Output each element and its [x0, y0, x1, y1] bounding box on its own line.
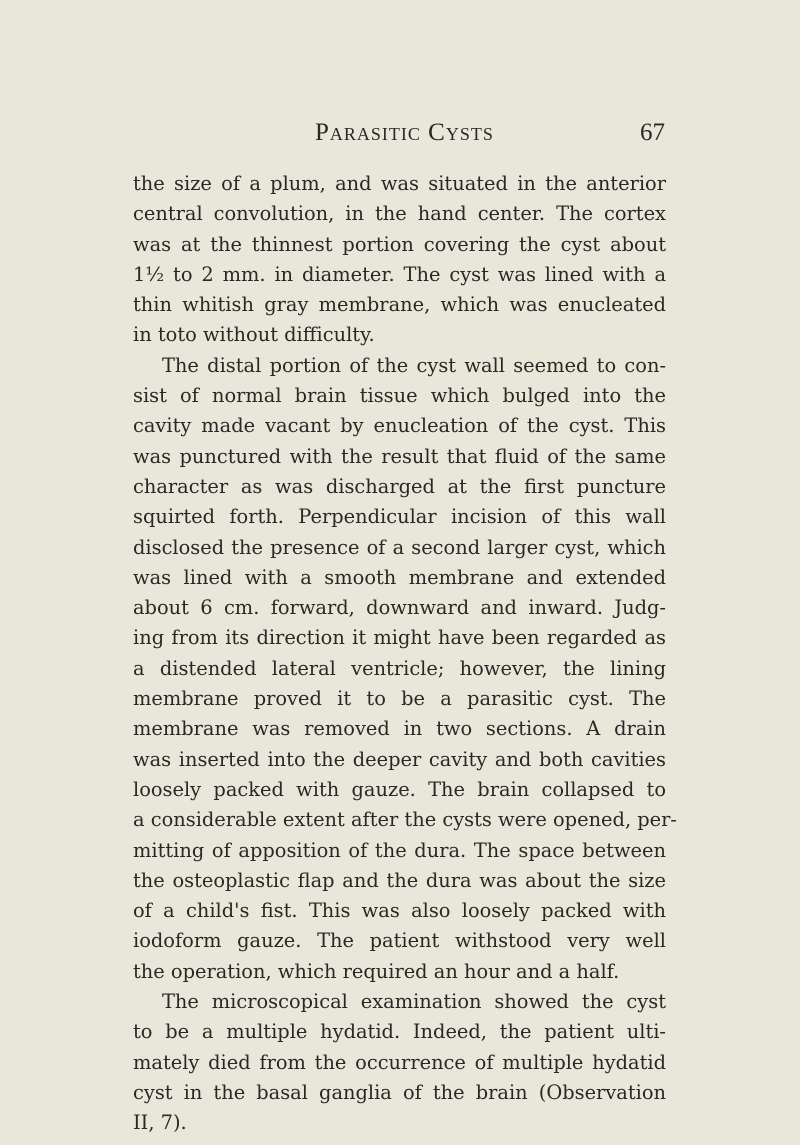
- text-line: the operation, which required an hour and a half.: [133, 959, 620, 983]
- text-line: membrane proved it to be a parasitic cyst. The: [133, 687, 666, 711]
- text-line: was lined with a smooth membrane and extended: [133, 565, 666, 589]
- text-line: central convolution, in the hand center. The cortex: [133, 202, 666, 226]
- text-line: cavity made vacant by enucleation of the cyst. This: [133, 414, 666, 438]
- text-line: sist of normal brain tissue which bulged into the: [133, 384, 666, 408]
- text-line: II, 7).: [133, 1111, 187, 1135]
- text-line: to be a multiple hydatid. Indeed, the patient ulti-: [133, 1020, 666, 1044]
- text-line: a considerable extent after the cysts were opened, per-: [133, 808, 677, 832]
- text-line: disclosed the presence of a second larger cyst, which: [133, 535, 666, 559]
- text-line: squirted forth. Perpendicular incision of this wall: [133, 505, 666, 529]
- text-line: cyst in the basal ganglia of the brain (Observation: [133, 1080, 666, 1104]
- text-line: a distended lateral ventricle; however, the lining: [133, 656, 666, 680]
- text-line: 1½ to 2 mm. in diameter. The cyst was lined with a: [133, 262, 666, 286]
- running-head: Parasitic Cysts: [315, 119, 494, 146]
- text-line: was punctured with the result that fluid of the same: [133, 444, 666, 468]
- text-line: The distal portion of the cyst wall seemed to con-: [162, 353, 666, 377]
- page-header: [130, 119, 665, 149]
- text-line: mately died from the occurrence of multiple hydatid: [133, 1050, 666, 1074]
- text-line: about 6 cm. forward, downward and inward. Judg-: [133, 596, 666, 620]
- text-line: in toto without difficulty.: [133, 323, 375, 347]
- text-line: the osteoplastic flap and the dura was about the size: [133, 868, 666, 892]
- text-line: iodoform gauze. The patient withstood very well: [133, 929, 666, 953]
- text-line: of a child's fist. This was also loosely packed with: [133, 899, 666, 923]
- page-number: 67: [640, 119, 665, 146]
- body-text: [133, 169, 677, 1139]
- text-line: ing from its direction it might have been regarded as: [133, 626, 666, 650]
- text-line: was at the thinnest portion covering the cyst about: [133, 232, 666, 256]
- text-line: was inserted into the deeper cavity and both cavities: [133, 747, 666, 771]
- text-line: thin whitish gray membrane, which was enucleated: [133, 293, 666, 317]
- text-line: loosely packed with gauze. The brain collapsed to: [133, 777, 666, 801]
- text-line: the size of a plum, and was situated in the anterior: [133, 172, 666, 195]
- text-line: The microscopical examination showed the cyst: [162, 990, 666, 1014]
- text-line: mitting of apposition of the dura. The space between: [133, 838, 666, 862]
- text-line: character as was discharged at the first puncture: [133, 474, 666, 498]
- text-line: membrane was removed in two sections. A drain: [133, 717, 666, 741]
